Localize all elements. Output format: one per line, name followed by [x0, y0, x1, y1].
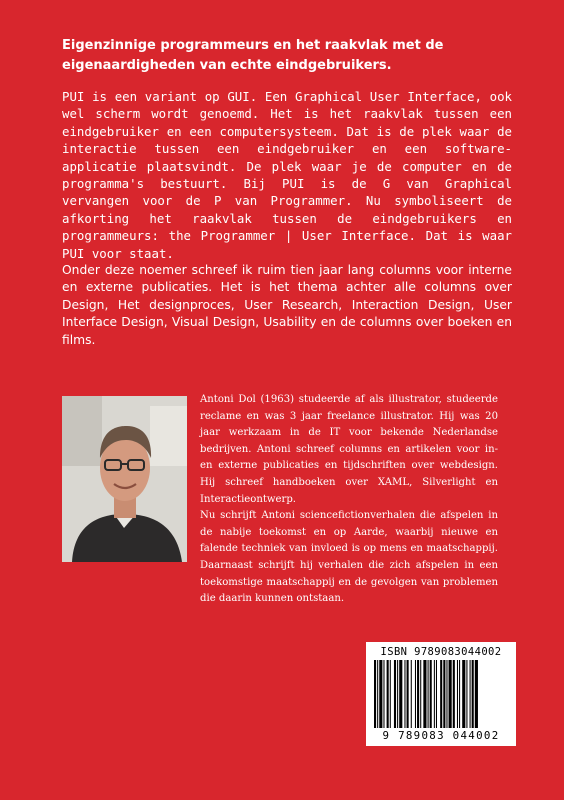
isbn-label: ISBN 9789083044002 — [380, 646, 502, 658]
barcode-bars — [374, 660, 508, 728]
blurb-paragraph: Onder deze noemer schreef ik ruim tien jaar lang columns voor interne en externe publicaties. Het is het thema achter alle columns over Design, Het designproces, User Research, Interaction Design, User Interface Design, Visual Design, Usability en de columns over boeken en films. — [62, 263, 512, 347]
author-bio — [200, 392, 498, 608]
blurb — [62, 88, 512, 349]
back-cover-heading: Eigenzinnige programmeurs en het raakvlak met de eigenaardigheden van echte eindgebruikers. — [62, 38, 444, 73]
author-bio-paragraph: Nu schrijft Antoni sciencefictionverhalen die afspelen in de nabije toekomst en op Aarde, waarbij nieuwe en falende techniek van invloed is op mens en maatschappij. Daarnaast schrijft hij verhalen die zich afspelen in een toekomstige maatschappij en de gevolgen van problemen die daarin kunnen ontstaan. — [200, 510, 498, 605]
author-bio-paragraph: Antoni Dol (1963) studeerde af als illustrator, studeerde reclame en was 3 jaar freelance illustrator. Hij was 20 jaar werkzaam in de IT voor bekende Nederlandse bedrijven. Antoni schreef columns en artikelen voor in- en externe publicaties en tijdschriften over webdesign. Hij schreef handboeken over XAML, Silverlight en Interactieontwerp. — [200, 394, 498, 505]
isbn-digits: 9 789083 044002 — [382, 729, 500, 742]
blurb-paragraph: PUI is een variant op GUI. Een Graphical User Interface, ook wel scherm wordt genoemd. Het is het raakvlak tussen een eindgebruiker en een computersysteem. Dat is de plek waar de interactie tussen een eindgebruiker en een software-applicatie plaatsvindt. De plek waar je de computer en de programma's bestuurt. Bij PUI is de G van Graphical vervangen voor de P van Programmer. Nu symboliseert de afkorting het raakvlak tussen de eindgebruikers en programmeurs: the Programmer | User Interface. Dat is waar PUI voor staat. — [62, 89, 512, 261]
author-portrait-image — [62, 396, 187, 562]
isbn-barcode — [366, 642, 516, 746]
author-photo — [62, 396, 187, 562]
